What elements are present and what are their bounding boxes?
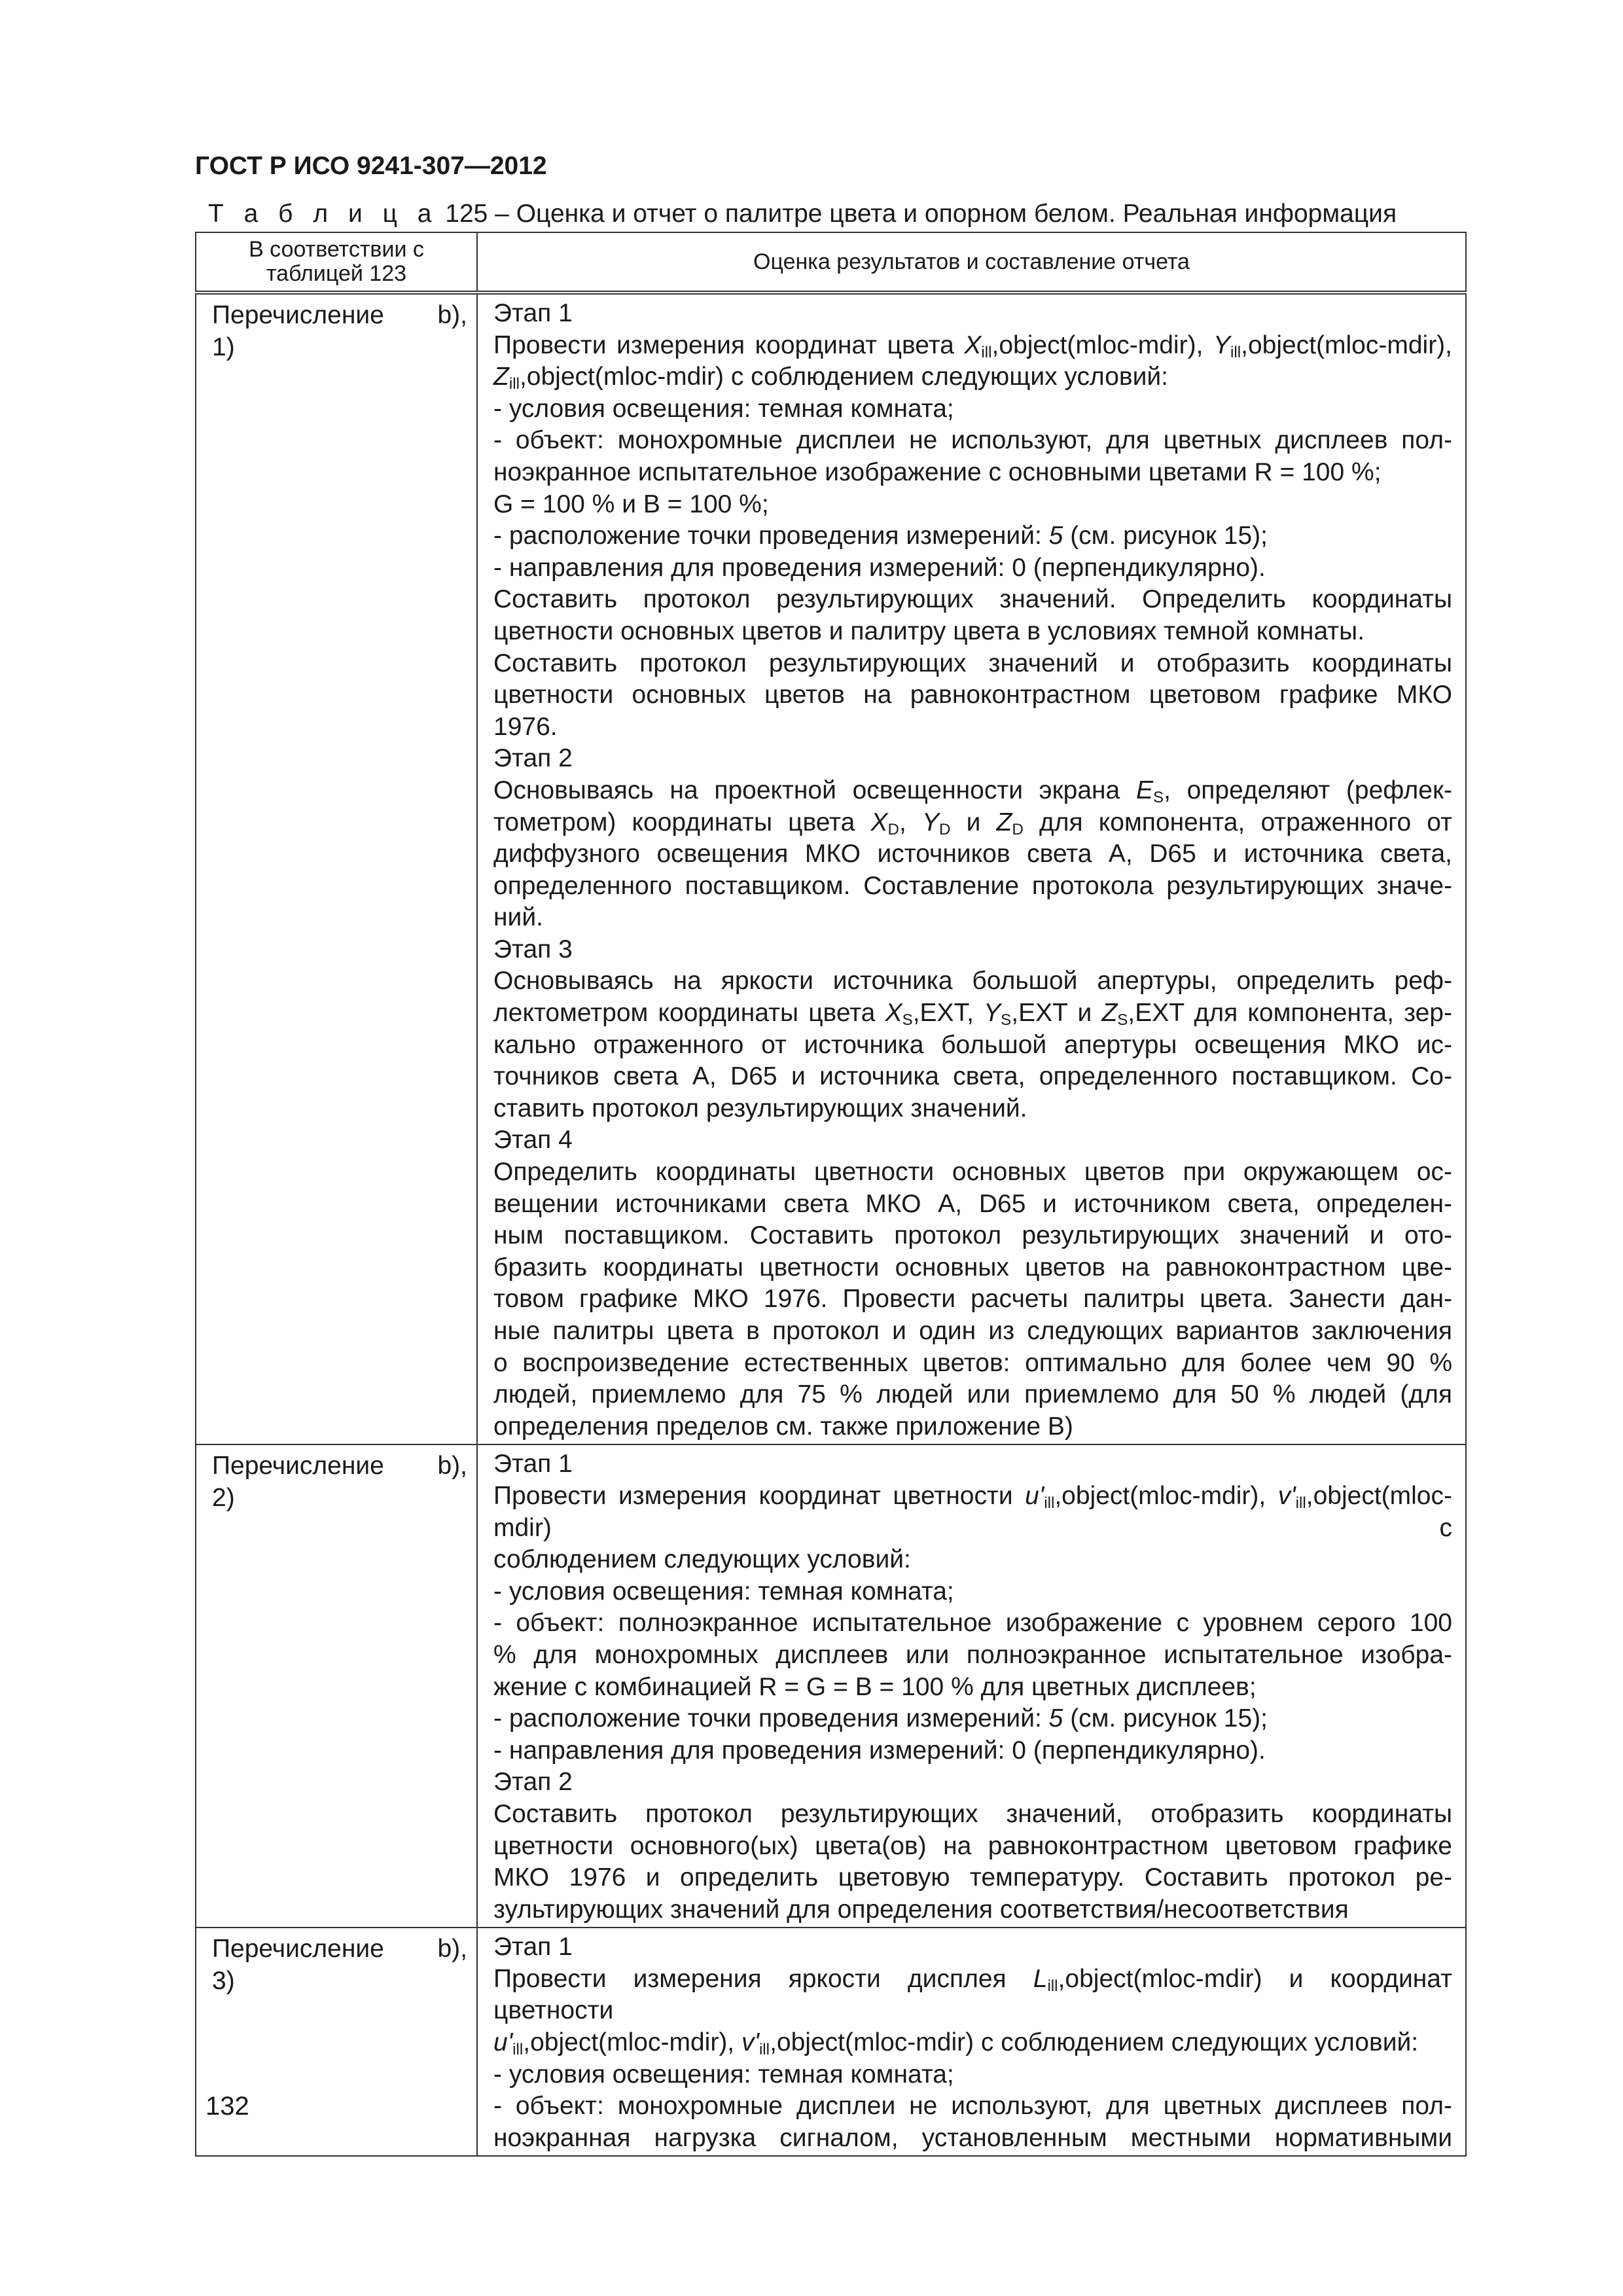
table-caption-text: 125 – Оценка и отчет о палитре цвета и опорном белом. Реальная информация [445, 200, 1397, 228]
content-line: о воспроизведение естественных цветов: оптимально для более чем 90 % [493, 1348, 1452, 1377]
content-line: % для монохромных дисплеев или полноэкранное испытательное изобра- [493, 1640, 1452, 1669]
col1-header-line: В соответствии с [249, 237, 424, 262]
content-line: Провести измерения координат цветности $u'_{ill},object(mloc-mdir)$, $v'_{ill},object(mloc-mdir)$ с [493, 1481, 1452, 1542]
content-line: ные палитры цвета в протокол и один из следующих вариантов заключения [493, 1317, 1452, 1345]
content-line: бразить координаты цветности основных цветов на равноконтрастном цве- [493, 1253, 1452, 1282]
content-line: ноэкранное испытательное изображение с основными цветами R = 100 %; [493, 457, 1382, 486]
content-line: Основываясь на яркости источника большой апертуры, определить реф- [493, 967, 1452, 996]
stage-heading: Этап 1 [493, 299, 573, 327]
col2-header: Оценка результатов и составление отчета [477, 232, 1466, 293]
enum-cell [196, 1928, 477, 2156]
stage-heading: Этап 2 [493, 744, 573, 773]
content-cell [477, 293, 1466, 1444]
enum-cell [196, 293, 477, 1444]
content-line: Составить протокол результирующих значений и отобразить координаты [493, 649, 1452, 677]
content-line: товом графике МКО 1976. Провести расчеты палитры цвета. Занести дан- [493, 1285, 1452, 1314]
content-line: Составить протокол результирующих значений. Определить координаты [493, 585, 1452, 614]
content-line: цветности основного(ых) цвета(ов) на равноконтрастном цветовом графике [493, 1831, 1452, 1860]
content-line: вещении источниками света МКО А, D65 и источником света, определен- [493, 1189, 1452, 1218]
content-line: - объект: монохромные дисплеи не используют, для цветных дисплеев пол- [493, 2092, 1452, 2121]
evaluation-table [195, 232, 1467, 2157]
content-line: - объект: монохромные дисплеи не используют, для цветных дисплеев пол- [493, 426, 1452, 455]
table-row [196, 1444, 1466, 1928]
content-line: определенного поставщиком. Составление протокола результирующих значе- [493, 871, 1452, 900]
content-cell [477, 1928, 1466, 2156]
content-line: определения пределов см. также приложение В) [493, 1412, 1073, 1441]
content-line: $u'_{ill},object(mloc-mdir)$, $v'_{ill},object(mloc-mdir)$ с соблюдением следующих условий: [493, 2028, 1419, 2059]
content-line: цветности основных цветов и палитру цвета в условиях темной комнаты. [493, 617, 1365, 645]
content-line: зультирующих значений для определения соответствия/несоответствия [493, 1895, 1349, 1924]
stage-heading: Этап 4 [493, 1126, 573, 1155]
table-row [196, 293, 1466, 1444]
content-line: точников света А, D65 и источника света, определенного поставщиком. Со- [493, 1062, 1452, 1091]
content-line: Определить координаты цветности основных цветов при окружающем ос- [493, 1158, 1452, 1187]
content-line: $Z_{ill},object(mloc-mdir)$ с соблюдением следующих условий: [493, 363, 1169, 393]
content-line: - расположение точки проведения измерений: 5 (см. рисунок 15); [493, 1704, 1268, 1733]
enum-number: 2) [212, 1484, 235, 1513]
content-line: Провести измерения координат цвета $X_{ill},object(mloc-mdir)$, $Y_{ill},object(mloc-mdir)$, [493, 331, 1452, 361]
table-label: Т а б л и ц а [208, 200, 438, 228]
content-line: ным поставщиком. Составить протокол результирующих значений и ото- [493, 1221, 1452, 1250]
content-line: - направления для проведения измерений: 0 (перпендикулярно). [493, 553, 1266, 582]
content-line: ноэкранная нагрузка сигналом, установленным местными нормативными [493, 2123, 1452, 2152]
stage-heading: Этап 3 [493, 935, 573, 963]
content-line: диффузного освещения МКО источников света А, D65 и источника света, [493, 840, 1452, 869]
enum-label: Перечисление b), [212, 1452, 467, 1480]
content-line: ний. [493, 903, 543, 932]
content-line: - условия освещения: темная комната; [493, 2060, 954, 2089]
content-line: жение с комбинацией R = G = B = 100 % для цветных дисплеев; [493, 1672, 1257, 1701]
stage-heading: Этап 2 [493, 1768, 573, 1797]
table-header-row [196, 232, 1466, 293]
enum-number: 3) [212, 1967, 235, 1996]
content-line: G = 100 % и B = 100 %; [493, 490, 769, 518]
content-line: - направления для проведения измерений: 0 (перпендикулярно). [493, 1736, 1266, 1765]
enum-label: Перечисление b), [212, 301, 467, 329]
col1-header-line: таблицей 123 [266, 261, 407, 286]
col1-header [196, 232, 477, 293]
content-line: цветности основных цветов на равноконтрастном цветовом графике МКО [493, 681, 1452, 709]
content-line: Провести измерения яркости дисплея $L_{ill},object(mloc-mdir)$ и координат цветности [493, 1964, 1453, 2025]
table-caption [208, 200, 1452, 228]
standard-designation: ГОСТ Р ИСО 9241-307—2012 [195, 152, 547, 180]
stage-heading: Этап 1 [493, 1450, 573, 1479]
enum-label: Перечисление b), [212, 1935, 467, 1964]
content-line: МКО 1976 и определить цветовую температуру. Составить протокол ре- [493, 1863, 1452, 1892]
content-line: - условия освещения: темная комната; [493, 394, 954, 423]
content-cell [477, 1444, 1466, 1928]
content-line: 1976. [493, 712, 558, 741]
content-line: Основываясь на проектной освещенности экрана $E_S$, определяют (рефлек- [493, 776, 1452, 806]
table-row [196, 1928, 1466, 2156]
content-line: Составить протокол результирующих значений, отобразить координаты [493, 1799, 1452, 1828]
content-line: - условия освещения: темная комната; [493, 1577, 954, 1605]
content-line: ставить протокол результирующих значений. [493, 1094, 1027, 1122]
content-line: людей, приемлемо для 75 % людей или приемлемо для 50 % людей (для [493, 1380, 1452, 1409]
content-line: кально отраженного от источника большой апертуры освещения МКО ис- [493, 1030, 1452, 1059]
stage-heading: Этап 1 [493, 1933, 573, 1962]
content-line: - объект: полноэкранное испытательное изображение с уровнем серого 100 [493, 1609, 1452, 1638]
enum-cell [196, 1444, 477, 1928]
enum-number: 1) [212, 333, 235, 361]
content-line: соблюдением следующих условий: [493, 1545, 911, 1574]
content-line: тометром) координаты цвета $X_D$, $Y_D$ и $Z_D$ для компонента, отраженного от [493, 808, 1452, 838]
content-line: лектометром координаты цвета $X_S,EXT$, $Y_S,EXT$ и $Z_S,EXT$ для компонента, зер- [493, 999, 1452, 1030]
page-number: 132 [205, 2092, 249, 2121]
content-line: - расположение точки проведения измерений: 5 (см. рисунок 15); [493, 522, 1268, 550]
